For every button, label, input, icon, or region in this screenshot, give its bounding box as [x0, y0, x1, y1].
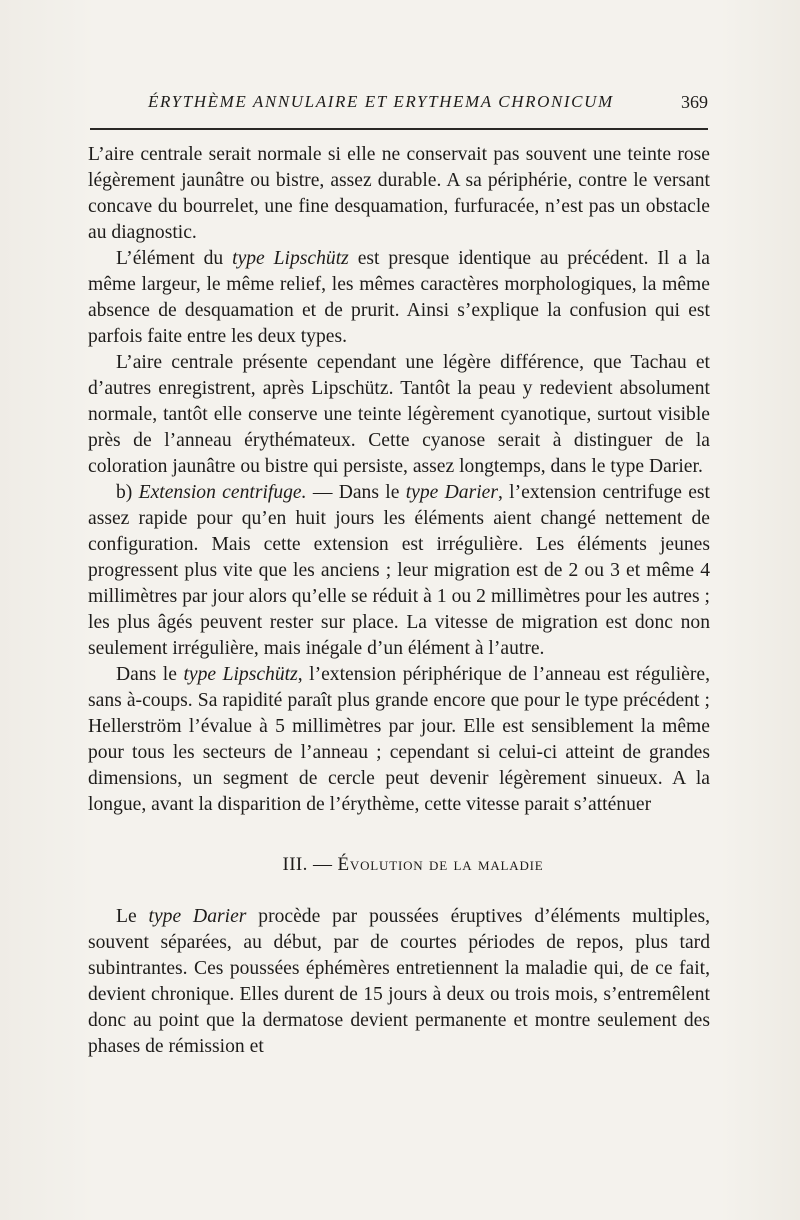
section-spacer-2 — [88, 878, 710, 904]
page-number: 369 — [681, 92, 708, 112]
paragraph-2-text-c: est presque identique au précédent. Il a la même largeur, le même relief, les mêmes caractères morphologiques, la même absence de desquamation et de prurit. Ainsi s’explique la confusion qui est parfois faite entre les deux types. — [88, 248, 710, 347]
paragraph-2-italic: type Lipschütz — [232, 248, 349, 269]
page-header — [88, 92, 708, 118]
paragraph-5-text-a: Dans le — [116, 664, 184, 685]
section-heading — [88, 852, 710, 878]
paragraph-6-italic: type Darier — [148, 906, 247, 927]
running-title: ÉRYTHÈME ANNULAIRE ET ERYTHEMA CHRONICUM — [148, 92, 614, 111]
paragraph-4-subheading: Extension centrifuge. — [138, 482, 307, 503]
paragraph-1-text: L’aire centrale serait normale si elle ne conservait pas souvent une teinte rose légèrement jaunâtre ou bistre, assez durable. A sa périphérie, contre le versant concave du bourrelet, une fine desquamation, furfuracée, n’est pas un obstacle au diagnostic. — [88, 144, 710, 243]
header-rule — [90, 128, 708, 130]
paragraph-1 — [88, 142, 710, 246]
section-spacer — [88, 818, 710, 852]
section-number: III. — — [282, 854, 338, 875]
paragraph-4-text-a: b) — [116, 482, 139, 503]
section-title: Évolution de la maladie — [337, 854, 544, 875]
paragraph-5-italic: type Lipschütz — [183, 664, 298, 685]
paragraph-6 — [88, 904, 710, 1060]
paragraph-6-text-c: procède par poussées éruptives d’éléments multiples, souvent séparées, au début, par de courtes périodes de repos, plus tard subintrantes. Ces poussées éphémères entretiennent la maladie qui, de ce fait, devient chronique. Elles durent de 15 jours à deux ou trois mois, s’entremêlent donc au point que la dermatose devient permanente et montre seulement des phases de rémission et — [88, 906, 710, 1057]
paragraph-3-text: L’aire centrale présente cependant une légère différence, que Tachau et d’autres enregistrent, après Lipschütz. Tantôt la peau y redevient absolument normale, tantôt elle conserve une teinte légèrement cyanotique, surtout visible près de l’anneau érythémateux. Cette cyanose serait à distinguer de la coloration jaunâtre ou bistre qui persiste, assez longtemps, dans le type Darier. — [88, 352, 710, 477]
paragraph-4-text-e: , l’extension centrifuge est assez rapide pour qu’en huit jours les éléments aient changé nettement de configuration. Mais cette extension est irrégulière. Les éléments jeunes progressent plus vite que les anciens ; leur migration est de 2 ou 3 et même 4 millimètres par jour alors qu’elle se réduit à 1 ou 2 millimètres pour les autres ; les plus âgés peuvent rester sur place. La vitesse de migration est donc non seulement irrégulière, mais inégale d’un élément à l’autre. — [88, 482, 710, 659]
paragraph-2-text-a: L’élément du — [116, 248, 233, 269]
body-text — [88, 142, 710, 1060]
paragraph-5 — [88, 662, 710, 818]
paragraph-4 — [88, 480, 710, 662]
paragraph-3 — [88, 350, 710, 480]
paragraph-6-text-a: Le — [116, 906, 149, 927]
paragraph-5-text-c: , l’extension périphérique de l’anneau est régulière, sans à-coups. Sa rapidité paraît plus grande encore que pour le type précédent ; Hellerström l’évalue à 5 millimètres par jour. Elle est sensiblement la même pour tous les secteurs de l’anneau ; cependant si celui-ci atteint de grandes dimensions, un segment de cercle peut devenir légèrement sinueux. A la longue, avant la disparition de l’érythème, cette vitesse parait s’atténuer — [88, 664, 710, 815]
paragraph-2 — [88, 246, 710, 350]
paragraph-4-text-c: — Dans le — [306, 482, 406, 503]
paragraph-4-italic: type Darier — [405, 482, 498, 503]
